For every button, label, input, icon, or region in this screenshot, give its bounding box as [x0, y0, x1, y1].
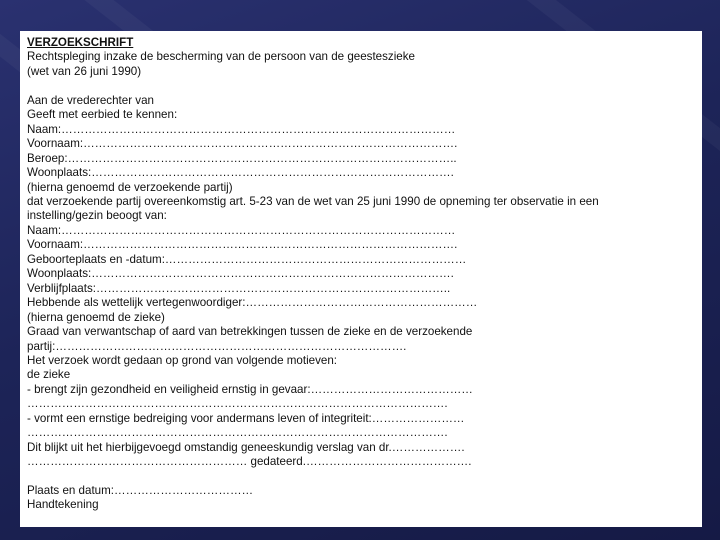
- document-line: Verblijfplaats:………………………………………………………………………………..: [27, 281, 451, 295]
- document-line: Het verzoek wordt gedaan op grond van volgende motieven:: [27, 353, 338, 367]
- document-line: ……………………………………………………………………………………………….: [27, 426, 448, 440]
- document-line: dat verzoekende partij overeenkomstig art. 5-23 van de wet van 25 juni 1990 de opneming ter observatie in een: [27, 194, 599, 208]
- document-line: Geboorteplaats en -datum:……………………………………………………………………: [27, 252, 467, 266]
- document-line: Naam:…………………………………………………………………………………………: [27, 223, 456, 237]
- document-line: - vormt een ernstige bedreiging voor andermans leven of integriteit:……………………: [27, 411, 465, 425]
- document-line: (wet van 26 juni 1990): [27, 64, 142, 78]
- document-line: Woonplaats:………………………………………………………………………………….: [27, 166, 454, 180]
- document-line: Beroep:………………………………………………………………………………………..: [27, 151, 457, 165]
- document-line: Voornaam:…………………………………………………………………………………….: [27, 137, 458, 151]
- document-line: Dit blijkt uit het hierbijgevoegd omstandig geneeskundig verslag van dr.……………….: [27, 440, 465, 454]
- document-title: VERZOEKSCHRIFT: [27, 36, 134, 49]
- document-line: Woonplaats:………………………………………………………………………………….: [27, 267, 454, 281]
- document-page: [20, 31, 702, 527]
- document-line: [27, 470, 702, 484]
- document-line: ………………………………………………… gedateerd.…………………………………….: [27, 455, 472, 469]
- document-line: instelling/gezin beoogt van:: [27, 209, 167, 223]
- document-line: Voornaam:…………………………………………………………………………………….: [27, 238, 458, 252]
- document-line: Plaats en datum:………………………………: [27, 484, 254, 498]
- document-line: Naam:…………………………………………………………………………………………: [27, 122, 456, 136]
- document-line: partij:……………………………………………………………………………….: [27, 339, 407, 353]
- document-line: (hierna genoemd de verzoekende partij): [27, 180, 233, 194]
- document-line: de zieke: [27, 368, 71, 382]
- document-line: Rechtspleging inzake de bescherming van de persoon van de geesteszieke: [27, 50, 415, 64]
- document-line: Graad van verwantschap of aard van betrekkingen tussen de zieke en de verzoekende: [27, 325, 473, 339]
- document-line: Geeft met eerbied te kennen:: [27, 108, 178, 122]
- document-line: Hebbende als wettelijk vertegenwoordiger:……………………………………………………: [27, 296, 478, 310]
- document-line: (hierna genoemd de zieke): [27, 310, 165, 324]
- document-line: Aan de vrederechter van: [27, 93, 154, 107]
- document-line: - brengt zijn gezondheid en veiligheid ernstig in gevaar:……………………………………: [27, 382, 473, 396]
- document-line: ……………………………………………………………………………………………….: [27, 397, 448, 411]
- document-line: [27, 79, 702, 93]
- signature-label: Handtekening: [27, 498, 99, 512]
